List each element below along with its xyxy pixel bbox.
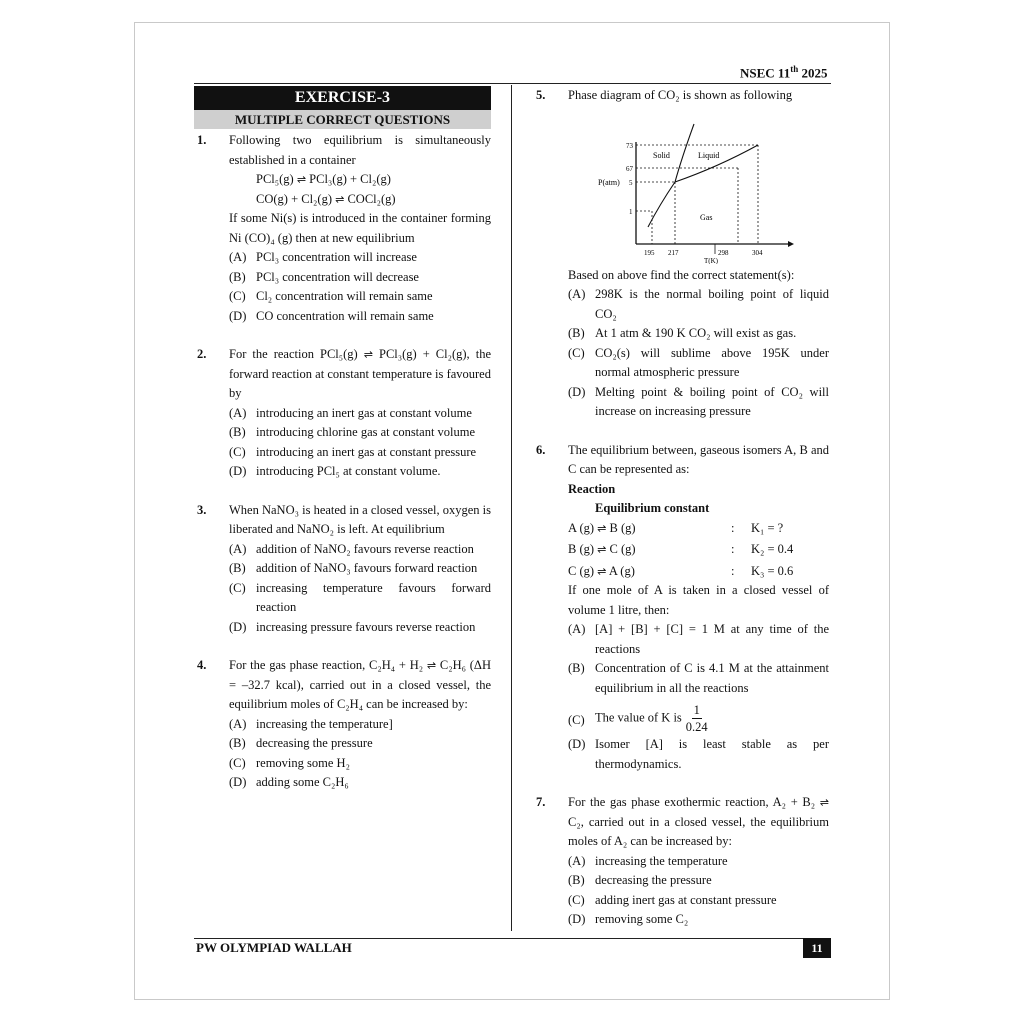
equilibrium-constant-heading: Equilibrium constant	[595, 501, 710, 515]
option-d: (D) removing some C₂	[568, 912, 689, 926]
option-a: (A) PCl₃ concentration will increase	[229, 250, 417, 264]
running-header: NSEC 11th 2025	[740, 64, 828, 81]
option-c: (C) removing some H₂	[229, 755, 350, 770]
equilibrium-arrow-icon: ⇌	[426, 659, 437, 672]
equilibrium-arrow-icon: ⇌	[597, 521, 607, 535]
y-tick: 73	[626, 141, 633, 150]
option-c: (C) introducing an inert gas at constant pressure	[229, 444, 477, 459]
option-d: (D) Isomer [A] is least stable as per thermodynamics.	[568, 737, 829, 771]
x-axis-label: T(K)	[704, 256, 718, 264]
option-b: (B) introducing chlorine gas at constant volume	[229, 425, 476, 439]
question-text: For the reaction PCl₅(g) ⇌ PCl₃(g) + Cl₂(g), the forward reaction at constant temperature is favoured by	[229, 347, 491, 400]
option-a: (A) 298K is the normal boiling point of liquid CO₂	[568, 287, 829, 321]
option-b: (B) decreasing the pressure	[568, 873, 712, 887]
option-c: (C) The value of K is $\frac{1}{0.24}$	[568, 703, 708, 734]
question-text-2: Based on above find the correct statement(s):	[568, 267, 795, 282]
equation-2: CO(g) + Cl₂(g) ⇌ COCl₂(g)	[256, 191, 396, 206]
question-number: 1.	[197, 133, 207, 147]
x-tick: 298	[718, 248, 729, 257]
reaction-row: B (g) ⇌ C (g) : K₂ = 0.4	[568, 542, 794, 556]
sublimation-curve	[648, 182, 675, 227]
option-c: (C) CO₂(s) will sublime above 195K under normal atmospheric pressure	[568, 345, 829, 379]
question-4	[194, 656, 491, 793]
question-number: 3.	[197, 502, 207, 517]
x-tick: 195	[644, 248, 655, 257]
option-b: (B) At 1 atm & 190 K CO₂ will exist as gas.	[568, 326, 797, 340]
equilibrium-arrow-icon: ⇌	[597, 543, 607, 556]
region-gas: Gas	[700, 212, 713, 222]
reaction-row: A (g) ⇌ B (g) : K₁ = ?	[568, 520, 784, 535]
question-7	[533, 793, 829, 930]
x-tick: 217	[668, 248, 679, 257]
y-tick: 5	[629, 178, 633, 187]
left-column	[194, 86, 491, 793]
question-text: When NaNO₃ is heated in a closed vessel, oxygen is liberated and NaNO₂ is left. At equilibrium	[229, 502, 491, 536]
y-axis-label: P(atm)	[598, 177, 620, 187]
x-tick: 304	[752, 248, 763, 257]
y-tick: 1	[629, 207, 633, 216]
question-text-2: If some Ni(s) is introduced in the container forming Ni (CO)₄ (g) then at new equilibrium	[229, 211, 491, 245]
question-text: Following two equilibrium is simultaneously established in a container	[229, 133, 491, 167]
option-c: (C) adding inert gas at constant pressure	[568, 892, 777, 907]
equilibrium-arrow-icon: ⇌	[335, 192, 345, 206]
question-number: 7.	[536, 795, 546, 809]
option-c: (C) increasing temperature favours forward reaction	[229, 580, 491, 614]
option-a: (A) addition of NaNO₂ favours reverse reaction	[229, 541, 474, 556]
page-number: 11	[803, 938, 831, 958]
question-number: 6.	[536, 442, 546, 457]
y-tick: 67	[626, 164, 633, 173]
region-solid: Solid	[653, 150, 670, 160]
question-text: For the gas phase reaction, C₂H₄ + H₂ ⇌ C₂H₆ (ΔH = –32.7 kcal), carried out in a closed vessel, the equilibrium moles of C₂H₄ can be increased by:	[229, 658, 491, 711]
exercise-title: EXERCISE-3	[194, 86, 491, 110]
option-d: (D) Melting point & boiling point of CO₂ will increase on increasing pressure	[568, 384, 829, 418]
right-column	[533, 86, 829, 930]
option-a: (A) introducing an inert gas at constant volume	[229, 405, 472, 420]
option-d: (D) introducing PCl₅ at constant volume.	[229, 464, 441, 478]
question-number: 4.	[197, 658, 207, 672]
option-a: (A) increasing the temperature	[568, 853, 728, 868]
question-6	[533, 441, 829, 775]
footer-brand: PW OLYMPIAD WALLAH	[196, 940, 352, 955]
x-axis-arrow-icon	[788, 241, 794, 247]
header-rule	[194, 83, 831, 84]
option-b: (B) PCl₃ concentration will decrease	[229, 269, 419, 284]
option-b: (B) addition of NaNO₃ favours forward reaction	[229, 561, 478, 575]
equation-1: PCl₅(g) ⇌ PCl₃(g) + Cl₂(g)	[256, 172, 391, 186]
region-liquid: Liquid	[698, 150, 720, 160]
question-text: Phase diagram of CO₂ is shown as following	[568, 88, 793, 102]
reaction-heading: Reaction	[568, 481, 616, 496]
melting-curve	[675, 124, 694, 182]
option-d: (D) adding some C₂H₆	[229, 775, 349, 789]
equilibrium-arrow-icon: ⇌	[363, 348, 373, 361]
question-text: The equilibrium between, gaseous isomers A, B and C can be represented as:	[568, 442, 829, 476]
question-3	[194, 501, 491, 638]
question-number: 5.	[536, 88, 546, 102]
option-c: (C) Cl₂ concentration will remain same	[229, 289, 433, 303]
fraction: $\frac{1}{0.24}$	[685, 703, 708, 734]
option-a: (A) [A] + [B] + [C] = 1 M at any time of the reactions	[568, 622, 829, 656]
column-divider	[511, 85, 512, 931]
question-5	[533, 86, 829, 422]
option-b: (B) Concentration of C is 4.1 M at the attainment equilibrium in all the reactions	[568, 661, 829, 695]
equilibrium-arrow-icon: ⇌	[819, 796, 829, 809]
question-number: 2.	[197, 347, 207, 361]
option-b: (B) decreasing the pressure	[229, 736, 373, 750]
equilibrium-arrow-icon: ⇌	[296, 173, 307, 186]
question-2	[194, 345, 491, 482]
question-1	[194, 131, 491, 326]
co2-phase-diagram	[598, 112, 798, 264]
option-d: (D) increasing pressure favours reverse reaction	[229, 619, 476, 634]
question-text: For the gas phase exothermic reaction, A₂ + B₂ ⇌ C₂, carried out in a closed vessel, the equilibrium moles of A₂ can be increased by:	[568, 795, 829, 848]
option-a: (A) increasing the temperature]	[229, 716, 393, 731]
reaction-row: C (g) ⇌ A (g) : K₃ = 0.6	[568, 563, 794, 578]
option-d: (D) CO concentration will remain same	[229, 308, 434, 323]
footer-rule	[194, 938, 831, 939]
question-text-2: If one mole of A is taken in a closed vessel of volume 1 litre, then:	[568, 583, 829, 617]
equilibrium-arrow-icon: ⇌	[597, 564, 607, 578]
exercise-subtitle: MULTIPLE CORRECT QUESTIONS	[194, 110, 491, 129]
